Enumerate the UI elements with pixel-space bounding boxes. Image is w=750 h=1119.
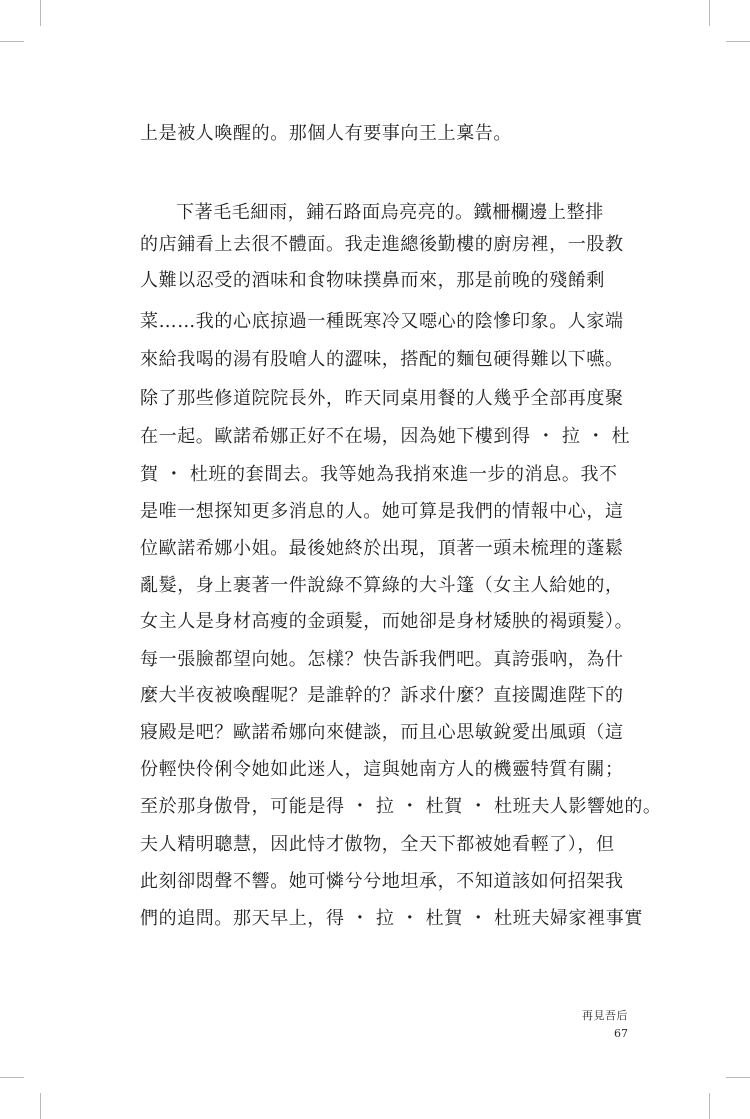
- body-line: 們的追問。那天早上，得 ・ 拉 ・ 杜賀 ・ 杜班夫婦家裡事實: [140, 908, 643, 929]
- body-line: 來給我喝的湯有股嗆人的澀味，搭配的麵包硬得難以下嚥。: [140, 349, 624, 370]
- page-number: 67: [614, 1027, 628, 1040]
- body-line: 女主人是身材高瘦的金頭髮，而她卻是身材矮胦的褐頭髮）。: [140, 611, 634, 632]
- body-line: 菜……我的心底掠過一種既寒冷又噁心的陰慘印象。人家端: [140, 311, 624, 332]
- body-line: 賀 ・ 杜班的套間去。我等她為我捎來進一步的消息。我不: [140, 464, 618, 485]
- body-line: 份輕快伶俐令她如此迷人，這與她南方人的機靈特質有關；: [140, 759, 624, 780]
- body-line: 麼大半夜被喚醒呢？是誰幹的？訴求什麼？直接闖進陛下的: [140, 685, 624, 706]
- body-line: 此刻卻悶聲不響。她可憐兮兮地坦承，不知道該如何招架我: [140, 871, 624, 892]
- body-line: 除了那些修道院院長外，昨天同桌用餐的人幾乎全部再度聚: [140, 388, 624, 409]
- body-line: 上是被人喚醒的。那個人有要事向王上稟告。: [140, 123, 512, 144]
- body-line: 夫人精明聰慧，因此恃才傲物，全天下都被她看輕了），但: [140, 834, 615, 855]
- body-line: 的店鋪看上去很不體面。我走進總後勤樓的廚房裡，一股教: [140, 234, 624, 255]
- running-footer-title: 再見吾后: [582, 1009, 628, 1022]
- body-line: 下著毛毛細雨，鋪石路面烏亮亮的。鐵柵欄邊上整排: [176, 202, 604, 223]
- body-line: 亂髮，身上裹著一件說綠不算綠的大斗篷（女主人給她的，: [140, 575, 624, 596]
- body-line: 寢殿是吧？歐諾希娜向來健談，而且心思敏銳愛出風頭（這: [140, 722, 624, 743]
- body-line: 每一張臉都望向她。怎樣？快告訴我們吧。真誇張吶，為什: [140, 649, 624, 670]
- body-line: 是唯一想探知更多消息的人。她可算是我們的情報中心，這: [140, 501, 624, 522]
- body-line: 人難以忍受的酒味和食物味撲鼻而來，那是前晚的殘餚剩: [140, 270, 605, 291]
- body-line: 在一起。歐諾希娜正好不在場，因為她下樓到得 ・ 拉 ・ 杜: [140, 426, 631, 447]
- body-line: 至於那身傲骨，可能是得 ・ 拉 ・ 杜賀 ・ 杜班夫人影響她的。: [140, 796, 662, 817]
- body-line: 位歐諾希娜小姐。最後她終於出現，頂著一頭未梳理的蓬鬆: [140, 538, 624, 559]
